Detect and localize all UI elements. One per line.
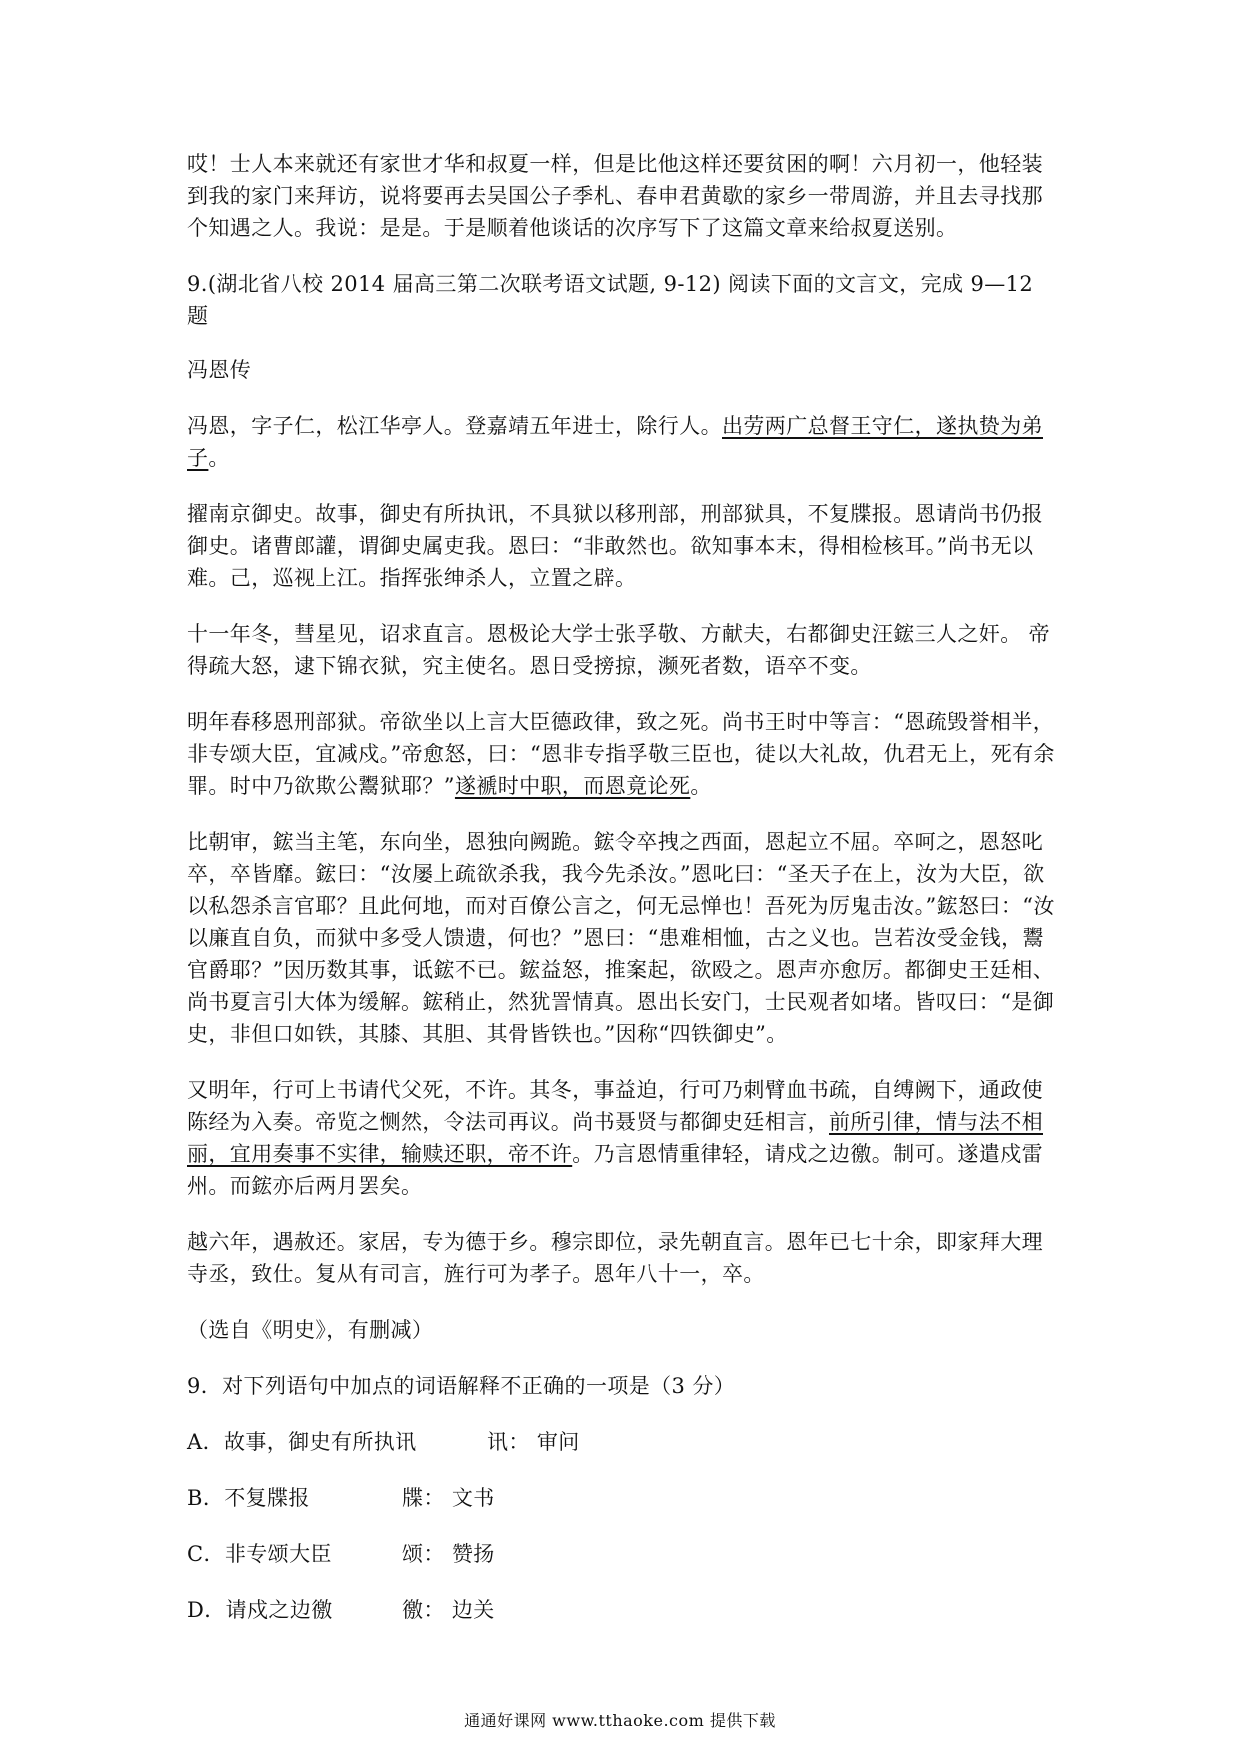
option-gloss: 颂： 赞扬 [402,1542,495,1566]
paragraph-text: 冯恩，字子仁，松江华亭人。登嘉靖五年进士，除行人。 [187,414,722,438]
option-c [187,1538,1057,1570]
option-gloss: 徼： 边关 [402,1598,495,1622]
paragraph-text: 又明年，行可上书请代父死，不许。其冬，事益迫，行可乃刺臂血书疏，自缚阙下，通政使陈经为入奏。帝览之恻然，令法司再议。尚书聂贤与都御史廷相言， [187,1078,1043,1134]
passage-title: 冯恩传 [187,358,252,382]
paragraph-text: 。 [690,774,712,798]
document-body [187,148,1057,1650]
underlined-sentence: 遂褫时中职，而恩竟论死 [454,774,691,798]
page-footer: 通通好课网 www.tthaoke.com 提供下载 [464,1711,776,1730]
paragraph-text: 。乃言恩情重律轻，请戍之边徼。制可。遂遣戍雷州。而鋐亦后两月罢矣。 [187,1142,1044,1198]
passage-paragraph-4 [187,706,1057,802]
intro-translation: 哎！士人本来就还有家世才华和叔夏一样，但是比他这样还要贫困的啊！六月初一，他轻装到我的家门来拜访，说将要再去吴国公子季札、春申君黄歇的家乡一带周游，并且去寻找那个知遇之人。我说：是是。于是顺着他谈话的次序写下了这篇文章来给叔夏送别。 [187,152,1043,240]
option-text: D．请戍之边徼 [187,1598,333,1622]
option-text: C．非专颂大臣 [187,1542,332,1566]
option-gloss: 讯： 审问 [487,1430,580,1454]
passage-paragraph-7: 越六年，遇赦还。家居，专为德于乡。穆宗即位，录先朝直言。恩年已七十余，即家拜大理寺丞，致仕。复从有司言，旌行可为孝子。恩年八十一，卒。 [187,1230,1043,1286]
passage-paragraph-5: 比朝审，鋐当主笔，东向坐，恩独向阙跪。鋐令卒拽之西面，恩起立不屈。卒呵之，恩怒叱卒，卒皆靡。鋐曰：“汝屡上疏欲杀我，我今先杀汝。”恩叱曰：“圣天子在上，汝为大臣，欲以私怨杀言官耶？且此何地，而对百僚公言之，何无忌惮也！吾死为厉鬼击汝。”鋐怒曰：“汝以廉直自负，而狱中多受人馈遗，何也？”恩曰：“患难相恤，古之义也。岂若汝受金钱，鬻官爵耶？”因历数其事，诋鋐不已。鋐益怒，推案起，欲殴之。恩声亦愈厉。都御史王廷相、尚书夏言引大体为缓解。鋐稍止，然犹詈情真。恩出长安门，士民观者如堵。皆叹曰：“是御史，非但口如铁，其膝、其胆、其骨皆铁也。”因称“四铁御史”。 [187,830,1055,1046]
passage-paragraph-3: 十一年冬，彗星见，诏求直言。恩极论大学士张孚敬、方献夫，右都御史汪鋐三人之奸。 帝得疏大怒，逮下锦衣狱，究主使名。恩日受搒掠，濒死者数，语卒不变。 [187,622,1051,678]
passage-paragraph-1 [187,410,1057,474]
passage-source: （选自《明史》，有删减） [187,1318,434,1342]
option-text: B．不复牒报 [187,1486,310,1510]
option-b [187,1482,1057,1514]
question-9-stem: 9．对下列语句中加点的词语解释不正确的一项是（3 分） [187,1374,736,1398]
option-text: A．故事，御史有所执讯 [187,1430,417,1454]
option-gloss: 牒： 文书 [402,1486,495,1510]
option-a [187,1426,1057,1458]
option-d [187,1594,1057,1626]
paragraph-text: 明年春移恩刑部狱。帝欲坐以上言大臣德政律，致之死。尚书王时中等言：“恩疏毁誉相半，非专颂大臣，宜减戍。”帝愈怒，曰：“恩非专指孚敬三臣也，徒以大礼故，仇君无上，死有余罪。时中乃欲欺公鬻狱耶？” [187,710,1055,798]
underlined-sentence: 出劳两广总督王守仁，遂执贽为弟子 [187,414,1043,470]
passage-paragraph-2: 擢南京御史。故事，御史有所执讯，不具狱以移刑部，刑部狱具，不复牒报。恩请尚书仍报御史。诸曹郎讙，谓御史属吏我。恩曰：“非敢然也。欲知事本末，得相检核耳。”尚书无以难。己，巡视上江。指挥张绅杀人，立置之辟。 [187,502,1043,590]
underlined-sentence: 前所引律，情与法不相丽，宜用奏事不实律，输赎还职，帝不许 [187,1110,1043,1166]
question-header: 9.(湖北省八校 2014 届高三第二次联考语文试题, 9-12) 阅读下面的文言文，完成 9—12 题 [187,272,1034,328]
paragraph-text: 。 [208,446,230,470]
passage-paragraph-6 [187,1074,1057,1202]
